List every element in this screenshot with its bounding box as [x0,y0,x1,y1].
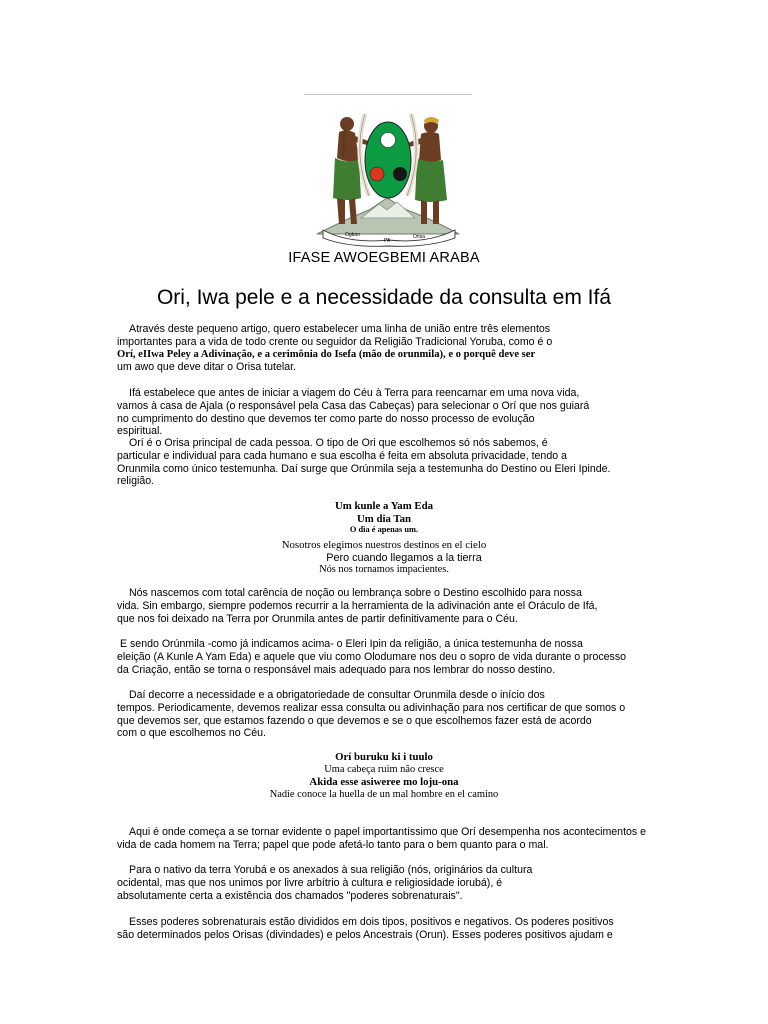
verse-line: Nadie conoce la huella de un mal hombre en el camino [269,788,499,800]
banner-text-right: Orisa [413,234,425,240]
text-line: Orí é o Orisa principal de cada pessoa. O tipo de Ori que escolhemos só nós sabemos, é [129,437,548,449]
text-line: Nós nascemos com total carência de noção ou lembrança sobre o Destino escolhido para nossa [129,587,582,599]
verse-line: Um dia Tan [356,512,411,525]
text-line: um awo que deve ditar o Orisa tutelar. [117,361,297,374]
paragraph-9 [117,916,677,942]
paragraph-5 [117,638,677,676]
text-line: vida. Sin embargo, siempre podemos recurrir a la herramienta de la adivinación ante el Oráculo de Ifá, [117,599,598,612]
organization-name: IFASE AWOEGBEMI ARABA [288,250,480,266]
verse-line: Uma cabeça ruim não cresce [324,763,444,775]
banner-text-middle: PA [384,238,391,244]
verse-1 [0,500,768,577]
verse-line: Nós nos tornamos impacientes. [319,564,449,576]
right-figure [405,117,447,224]
paragraph-8 [117,864,677,902]
text-line: que nos foi deixado na Terra por Orunmila antes de partir definitivamente para o Céu. [117,612,518,625]
text-line: particular e individual para cada humano e sua escolha é feita em absoluta privacidade, tendo a [117,449,567,462]
text-line: da Criação, então se torna o responsável mais adequado para nos lembrar do nosso destino. [117,663,556,676]
header-divider [304,94,472,95]
text-line: no cumprimento do destino que devemos ter como parte do nosso processo de evolução [117,412,535,425]
verse-line: Akida esse asiweree mo loju-ona [309,776,459,789]
text-line: vida de cada homem na Terra; papel que pode afetá-lo tanto para o bem quanto para o mal. [117,838,549,851]
text-line: eleição (A Kunle A Yam Eda) e aquele que viu como Olodumare nos deu o sopro de vida durante o processo [117,650,627,663]
text-line: E sendo Orúnmila -como já indicamos acima- o Eleri Ipin da religião, a única testemunha de nossa [120,638,583,650]
text-line: Orunmila como único testemunha. Daí surge que Orúnmila seja a testemunha do Destino ou Eleri Ipinde. [117,462,611,475]
paragraph-4 [117,587,677,625]
verse-2 [0,751,768,801]
black-dot [393,167,407,181]
paragraph-2 [117,387,677,438]
text-line: Esses poderes sobrenaturais estão divididos em dois tipos, positivos e negativos. Os poderes positivos [129,916,614,928]
verse-line: Orí buruku ki i tuulo [335,751,433,763]
white-dot [381,133,396,148]
text-line: vamos à casa de Ajala (o responsável pela Casa das Cabeças) para selecionar o Orí que nos guiará [117,399,590,412]
text-line: Através deste pequeno artigo, quero estabelecer uma linha de união entre três elementos [129,323,551,335]
text-line: espiritual. [117,425,163,438]
text-line: Ifá estabelece que antes de iniciar a viagem do Céu à Terra para reencarnar em uma nova vida, [129,387,580,399]
text-line: religião. [117,475,155,488]
verse-line: Nosotros elegimos nuestros destinos en el cielo [281,539,487,552]
text-line: com o que escolhemos no Céu. [117,727,266,740]
text-line: tempos. Periodicamente, devemos realizar essa consulta ou adivinhação para nos certificar de que somos o [117,701,626,714]
text-line: Daí decorre a necessidade e a obrigatoriedade de consultar Orunmila desde o início dos [129,689,545,701]
paragraph-6 [117,689,677,740]
text-line: Aqui é onde começa a se tornar evidente o papel importantíssimo que Orí desempenha nos acontecimentos e [129,826,647,838]
paragraph-1 [117,323,677,374]
banner-text-left: Ogbon [345,232,361,238]
text-line: são determinados pelos Orisas (divindades) e pelos Ancestrais (Orun). Esses poderes positivos ajudam e [117,928,613,941]
verse-line: Pero cuando llegamos a la tierra [326,551,482,564]
coat-of-arms-emblem [309,106,467,248]
verse-line: O dia é apenas um. [349,525,419,535]
article-title: Ori, Iwa pele e a necessidade da consulta em Ifá [156,286,612,309]
left-figure [333,117,371,224]
red-dot [370,167,384,181]
text-line: que devemos ser, que estamos fazendo o que devemos e se o que escolhemos fazer está de acordo [117,714,592,727]
verse-line: Um kunle a Yam Eda [335,500,433,512]
text-line: importantes para a vida de todo crente ou seguidor da Religião Tradicional Yoruba, como é o [117,335,553,348]
text-line: absolutamente certa a existência dos chamados "poderes sobrenaturais". [117,889,463,902]
paragraph-7 [117,826,677,852]
text-line: Para o nativo da terra Yorubá e os anexados à sua religião (nós, originários da cultura [129,864,533,876]
text-line-bold: Orí, eIIwa Peley a Adivinação, e a cerimônia do Isefa (mão de orunmila), e o porquê deve ser [117,348,536,360]
text-line: ocidental, mas que nos unimos por livre arbítrio à cultura e religiosidade iorubá), é [117,876,503,889]
paragraph-3 [117,437,677,488]
